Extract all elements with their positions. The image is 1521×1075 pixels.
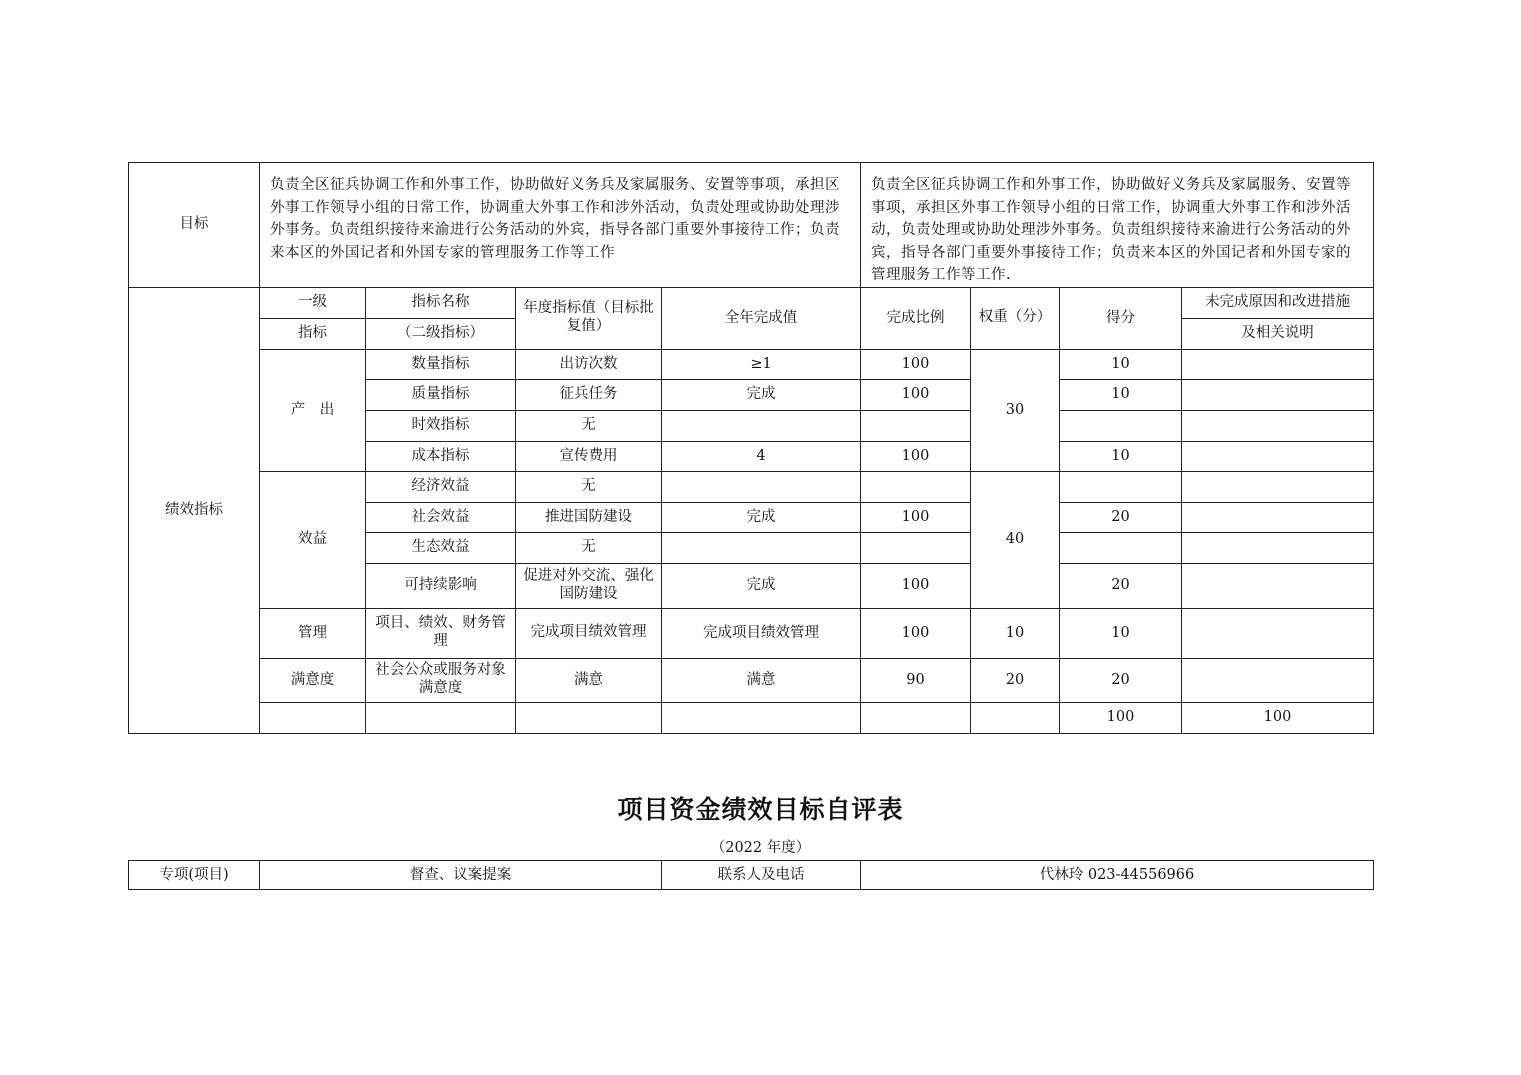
row-score: 10 <box>1060 349 1182 379</box>
row-ratio: 100 <box>861 441 971 471</box>
goal-actual-text: 负责全区征兵协调工作和外事工作，协助做好义务兵及家属服务、安置等事项，承担区外事工作领导小组的日常工作，协调重大外事工作和涉外活动，负责处理或协助处理涉外事务。负责组织接待来渝进行公务活动的外宾，指导各部门重要外事接待工作；负责来本区的外国记者和外国专家的管理服务工作等工作. <box>861 163 1374 288</box>
row-name: 可持续影响 <box>366 563 516 608</box>
row-target: 出访次数 <box>516 349 662 379</box>
header-weight: 权重（分） <box>971 287 1060 349</box>
group-benefit-label: 效益 <box>260 471 366 608</box>
total-cell-empty <box>516 702 662 733</box>
row-name: 时效指标 <box>366 410 516 441</box>
row-score: 10 <box>1060 608 1182 658</box>
perf-label: 绩效指标 <box>129 287 260 733</box>
row-actual <box>662 532 861 563</box>
row-name: 社会公众或服务对象满意度 <box>366 658 516 702</box>
project-info-table <box>128 860 1374 890</box>
row-name: 项目、绩效、财务管理 <box>366 608 516 658</box>
row-name: 生态效益 <box>366 532 516 563</box>
row-target: 完成项目绩效管理 <box>516 608 662 658</box>
row-target: 促进对外交流、强化国防建设 <box>516 563 662 608</box>
row-target: 推进国防建设 <box>516 502 662 532</box>
goal-annual-text: 负责全区征兵协调工作和外事工作，协助做好义务兵及家属服务、安置等事项，承担区外事工作领导小组的日常工作，协调重大外事工作和涉外活动，负责处理或协助处理涉外事务。负责组织接待来渝进行公务活动的外宾，指导各部门重要外事接待工作；负责来本区的外国记者和外国专家的管理服务工作等工作 <box>260 163 861 288</box>
row-reason <box>1182 349 1374 379</box>
row-target: 无 <box>516 532 662 563</box>
row-score: 10 <box>1060 441 1182 471</box>
row-ratio: 100 <box>861 608 971 658</box>
header-name-b: （二级指标） <box>366 318 516 349</box>
row-level1: 满意度 <box>260 658 366 702</box>
total-score: 100 <box>1182 702 1374 733</box>
header-actual: 全年完成值 <box>662 287 861 349</box>
row-ratio: 90 <box>861 658 971 702</box>
contact-label: 联系人及电话 <box>662 861 861 890</box>
group-output-label: 产 出 <box>260 349 366 471</box>
row-name: 社会效益 <box>366 502 516 532</box>
row-target: 宣传费用 <box>516 441 662 471</box>
row-reason <box>1182 563 1374 608</box>
header-level1-b: 指标 <box>260 318 366 349</box>
row-actual: 完成 <box>662 379 861 410</box>
header-reason-b: 及相关说明 <box>1182 318 1374 349</box>
row-level1: 管理 <box>260 608 366 658</box>
group-output-weight: 30 <box>971 349 1060 471</box>
total-cell-empty <box>366 702 516 733</box>
row-target: 满意 <box>516 658 662 702</box>
row-reason <box>1182 379 1374 410</box>
row-weight: 10 <box>971 608 1060 658</box>
row-ratio <box>861 410 971 441</box>
row-name: 质量指标 <box>366 379 516 410</box>
row-ratio: 100 <box>861 563 971 608</box>
row-ratio: 100 <box>861 379 971 410</box>
row-ratio: 100 <box>861 349 971 379</box>
total-cell-empty <box>861 702 971 733</box>
row-score: 10 <box>1060 379 1182 410</box>
row-actual: ≥1 <box>662 349 861 379</box>
row-score: 20 <box>1060 658 1182 702</box>
row-reason <box>1182 410 1374 441</box>
row-actual: 完成 <box>662 502 861 532</box>
row-reason <box>1182 441 1374 471</box>
row-ratio: 100 <box>861 502 971 532</box>
row-weight: 20 <box>971 658 1060 702</box>
row-actual: 4 <box>662 441 861 471</box>
row-actual <box>662 410 861 441</box>
project-value: 督查、议案提案 <box>260 861 662 890</box>
row-actual <box>662 471 861 502</box>
group-benefit-weight: 40 <box>971 471 1060 608</box>
row-target: 无 <box>516 410 662 441</box>
header-level1-a: 一级 <box>260 287 366 318</box>
row-name: 成本指标 <box>366 441 516 471</box>
row-reason <box>1182 532 1374 563</box>
row-score <box>1060 471 1182 502</box>
row-reason <box>1182 502 1374 532</box>
total-weight: 100 <box>1060 702 1182 733</box>
header-ratio: 完成比例 <box>861 287 971 349</box>
row-target: 征兵任务 <box>516 379 662 410</box>
document-title: 项目资金绩效目标自评表 <box>617 795 904 824</box>
row-ratio <box>861 532 971 563</box>
header-target: 年度指标值（目标批复值） <box>516 287 662 349</box>
row-ratio <box>861 471 971 502</box>
performance-table <box>128 162 1374 734</box>
row-reason <box>1182 471 1374 502</box>
row-name: 经济效益 <box>366 471 516 502</box>
document-year: （2022 年度） <box>710 840 811 856</box>
row-reason <box>1182 658 1374 702</box>
row-actual: 完成 <box>662 563 861 608</box>
row-actual: 完成项目绩效管理 <box>662 608 861 658</box>
header-name-a: 指标名称 <box>366 287 516 318</box>
contact-value: 代林玲 023-44556966 <box>861 861 1374 890</box>
row-score: 20 <box>1060 563 1182 608</box>
header-score: 得分 <box>1060 287 1182 349</box>
row-name: 数量指标 <box>366 349 516 379</box>
row-reason <box>1182 608 1374 658</box>
row-score <box>1060 410 1182 441</box>
total-cell-empty <box>971 702 1060 733</box>
header-reason-a: 未完成原因和改进措施 <box>1182 287 1374 318</box>
row-score <box>1060 532 1182 563</box>
total-cell-empty <box>260 702 366 733</box>
total-cell-empty <box>662 702 861 733</box>
row-score: 20 <box>1060 502 1182 532</box>
row-actual: 满意 <box>662 658 861 702</box>
goal-label: 目标 <box>129 163 260 288</box>
row-target: 无 <box>516 471 662 502</box>
project-label: 专项(项目) <box>129 861 260 890</box>
